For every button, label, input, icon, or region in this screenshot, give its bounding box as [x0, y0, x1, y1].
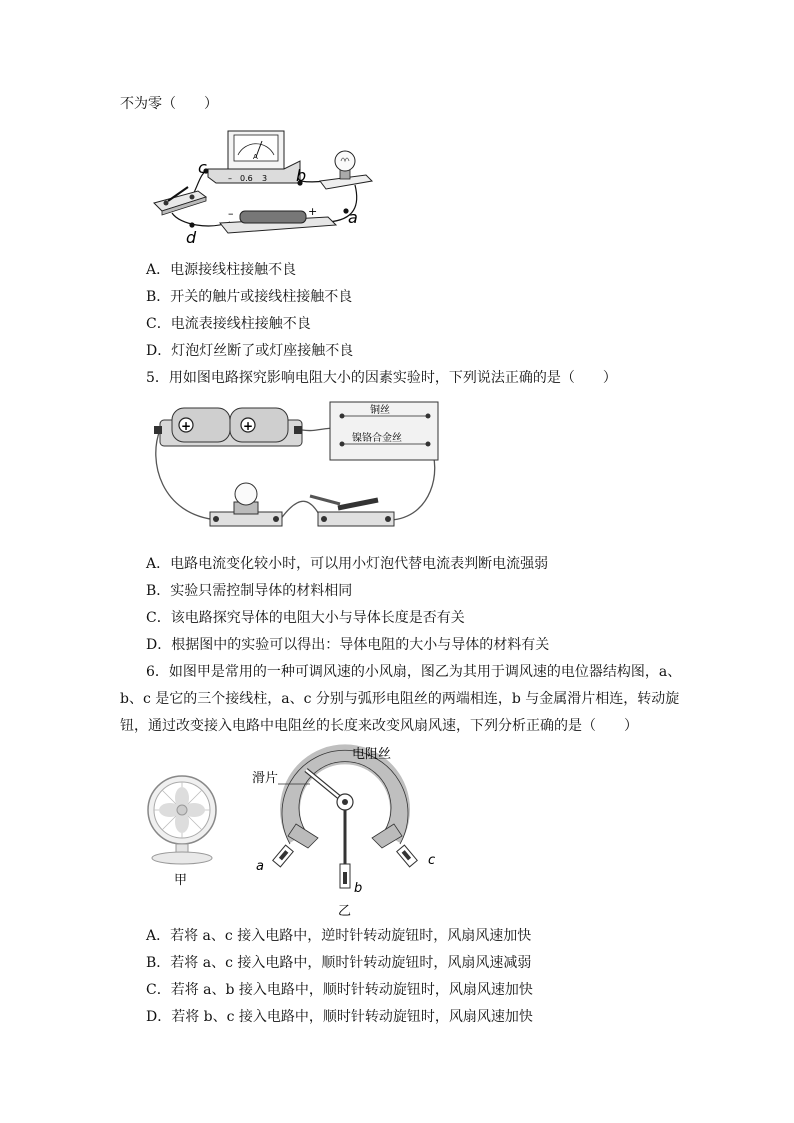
- terminal-neg: –: [228, 174, 232, 183]
- resistance-board: [330, 402, 438, 460]
- terminal-b: [340, 864, 350, 888]
- q5-stem: 5．用如图电路探究影响电阻大小的因素实验时，下列说法正确的是（ ）: [146, 370, 617, 386]
- q6-option-a: A．若将 a、c 接入电路中，逆时针转动旋钮时，风扇风速加快: [146, 928, 532, 944]
- terminal-3: 3: [262, 174, 268, 183]
- ammeter: [208, 131, 300, 183]
- svg-text:+: +: [243, 419, 254, 433]
- label-b: b: [296, 166, 307, 185]
- q4-option-c: C．电流表接线柱接触不良: [146, 316, 311, 332]
- label-resistance-wire: 电阻丝: [352, 747, 392, 762]
- terminal-0-6: 0.6: [240, 174, 253, 183]
- label-a: a: [256, 859, 264, 874]
- label-a: a: [348, 208, 358, 227]
- label-c: c: [428, 853, 436, 868]
- q4-circuit-figure: [150, 125, 380, 250]
- wire-nichrome-label: 镍铬合金丝: [352, 433, 402, 444]
- label-yi: 乙: [338, 904, 352, 919]
- q4-stem-tail: 不为零（ ）: [120, 96, 218, 112]
- q6-option-c: C．若将 a、b 接入电路中，顺时针转动旋钮时，风扇风速加快: [146, 982, 533, 998]
- q6-option-d: D．若将 b、c 接入电路中，顺时针转动旋钮时，风扇风速加快: [146, 1009, 533, 1025]
- q4-option-b: B．开关的触片或接线柱接触不良: [146, 289, 353, 305]
- battery-pos: +: [308, 205, 318, 218]
- meter-unit: A: [253, 153, 258, 161]
- q5-option-c: C．该电路探究导体的电阻大小与导体长度是否有关: [146, 610, 465, 626]
- q6-stem-line3: 钮，通过改变接入电路中电阻丝的长度来改变风扇风速，下列分析正确的是（ ）: [120, 718, 638, 734]
- fan-figure: [142, 770, 222, 888]
- q6-stem-line2: b、c 是它的三个接线柱，a、c 分别与弧形电阻丝的两端相连，b 与金属滑片相连，转动旋: [120, 691, 680, 707]
- label-b: b: [354, 881, 363, 896]
- q4-option-d: D．灯泡灯丝断了或灯座接触不良: [146, 343, 354, 359]
- q6-option-b: B．若将 a、c 接入电路中，顺时针转动旋钮时，风扇风速减弱: [146, 955, 532, 971]
- q5-option-d: D．根据图中的实验可以得出：导体电阻的大小与导体的材料有关: [146, 637, 550, 653]
- potentiometer-figure: [248, 742, 448, 920]
- lamp: [210, 483, 282, 526]
- label-c: c: [198, 158, 207, 177]
- q4-option-a: A．电源接线柱接触不良: [146, 262, 297, 278]
- switch: [154, 187, 206, 215]
- switch: [310, 496, 394, 526]
- q5-circuit-figure: [150, 400, 450, 540]
- terminal-c: [372, 824, 417, 867]
- battery-pack: [154, 408, 302, 446]
- q5-option-b: B．实验只需控制导体的材料相同: [146, 583, 353, 599]
- battery-holder: [220, 205, 336, 233]
- lamp: [320, 151, 372, 189]
- q5-option-a: A．电路电流变化较小时，可以用小灯泡代替电流表判断电流强弱: [146, 556, 549, 572]
- label-d: d: [186, 228, 197, 247]
- wire-copper-label: 铜丝: [370, 405, 390, 416]
- wire-lamp-to-switch: [280, 501, 322, 520]
- battery-neg: –: [228, 207, 234, 220]
- q6-stem-line1: 6．如图甲是常用的一种可调风速的小风扇，图乙为其用于调风速的电位器结构图，a、: [146, 664, 682, 680]
- svg-text:+: +: [181, 419, 192, 433]
- terminal-a: [273, 824, 318, 867]
- label-slider: 滑片: [252, 771, 279, 786]
- label-jia: 甲: [174, 873, 188, 888]
